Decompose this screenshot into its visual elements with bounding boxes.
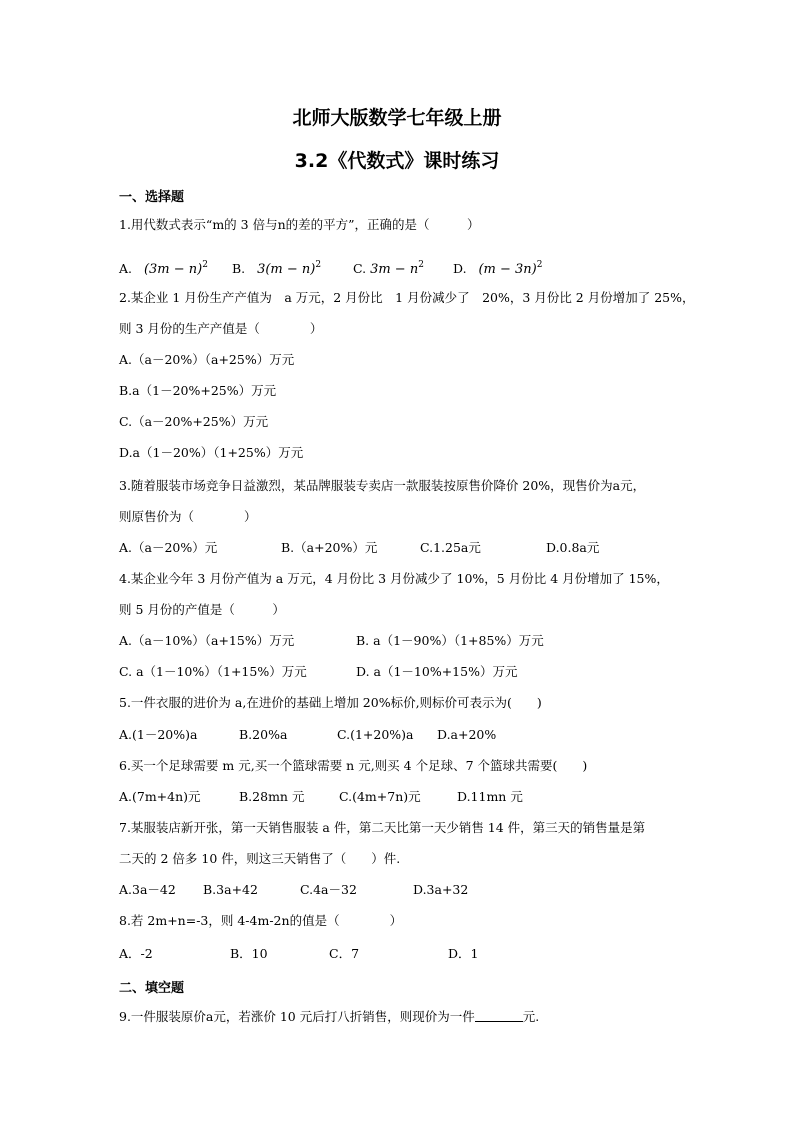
document-subtitle: 3.2《代数式》课时练习 — [294, 150, 500, 172]
question-2-option-b: B.a（1－20%+25%）万元 — [119, 383, 277, 398]
option-d-expression: (m − 3n) — [478, 262, 537, 277]
question-1-option-a: A. $(3m - n)^2$ — [119, 260, 208, 277]
question-2-line-2: 则 3 月份的生产产值是（ ） — [119, 321, 323, 336]
answer-blank[interactable] — [475, 1009, 523, 1022]
question-3-option-a: A.（a－20%）元 — [119, 540, 218, 555]
question-8-option-b: B．10 — [230, 946, 268, 961]
question-6-option-a: A.(7m+4n)元 — [119, 789, 201, 804]
question-3-option-b: B.（a+20%）元 — [281, 540, 378, 555]
question-1-text: 1.用代数式表示“m的 3 倍与n的差的平方”，正确的是（ ） — [119, 217, 480, 232]
question-1-option-c: C. $3m - n^2$ — [353, 260, 424, 277]
question-4-option-d: D. a（1－10%+15%）万元 — [356, 664, 518, 679]
option-c-expression: 3m − n — [370, 262, 419, 277]
option-b-expression: 3(m − n) — [257, 262, 316, 277]
question-2-line-1: 2.某企业 1 月份生产产值为 a 万元，2 月份比 1 月份减少了 20%，3 月份比 2 月份增加了 25%， — [119, 290, 695, 305]
question-4-line-1: 4.某企业今年 3 月份产值为 a 万元，4 月份比 3 月份减少了 10%，5 月份比 4 月份增加了 15%， — [119, 571, 669, 586]
document-title: 北师大版数学七年级上册 — [292, 107, 502, 129]
question-7-line-2: 二天的 2 倍多 10 件，则这三天销售了（ ）件. — [119, 851, 401, 866]
section-heading-fill: 二、填空题 — [119, 981, 185, 996]
question-8-line-1: 8.若 2m+n=-3，则 4-4m-2n的值是（ ） — [119, 913, 403, 928]
question-8-option-d: D．1 — [448, 946, 479, 961]
question-4-option-c: C. a（1－10%）（1+15%）万元 — [119, 664, 307, 679]
question-6-option-b: B.28mn 元 — [239, 789, 305, 804]
question-8-option-c: C．7 — [329, 946, 360, 961]
question-4-line-2: 则 5 月份的产值是（ ） — [119, 602, 285, 617]
question-2-option-d: D.a（1－20%）（1+25%）万元 — [119, 445, 304, 460]
question-4-option-a: A.（a－10%）（a+15%）万元 — [119, 633, 295, 648]
question-7-option-a: A.3a－42 — [119, 882, 176, 897]
question-1-option-d: D. $(m - 3n)^2$ — [453, 260, 543, 277]
question-3-option-c: C.1.25a元 — [420, 540, 481, 555]
question-5-option-c: C.(1+20%)a — [337, 727, 414, 742]
question-5-option-a: A.(1－20%)a — [119, 727, 198, 742]
question-6-option-d: D.11mn 元 — [457, 789, 523, 804]
question-9-prefix: 9.一件服装原价a元，若涨价 10 元后打八折销售，则现价为一件 — [119, 1009, 475, 1024]
option-a-expression: (3m − n) — [143, 262, 203, 277]
question-2-option-a: A.（a－20%）（a+25%）万元 — [119, 352, 295, 367]
question-4-option-b: B. a（1－90%）（1+85%）万元 — [356, 633, 544, 648]
question-2-option-c: C.（a－20%+25%）万元 — [119, 414, 269, 429]
question-3-line-2: 则原售价为（ ） — [119, 509, 257, 524]
question-7-option-b: B.3a+42 — [203, 882, 258, 897]
question-7-option-d: D.3a+32 — [413, 882, 469, 897]
question-6-line-1: 6.买一个足球需要 m 元,买一个篮球需要 n 元,则买 4 个足球、7 个篮球共需要( ) — [119, 758, 588, 773]
section-heading-choice: 一、选择题 — [119, 190, 185, 205]
question-5-option-d: D.a+20% — [437, 727, 497, 742]
question-3-line-1: 3.随着服装市场竞争日益激烈，某品牌服装专卖店一款服装按原售价降价 20%，现售价为a元， — [119, 478, 646, 493]
question-1-option-b: B. $3(m - n)^2$ — [232, 260, 322, 277]
question-9-line-1 — [119, 1008, 539, 1026]
question-9-suffix: 元. — [522, 1009, 540, 1024]
question-7-line-1: 7.某服装店新开张，第一天销售服装 a 件，第二天比第一天少销售 14 件，第三天的销售量是第 — [119, 820, 646, 835]
question-7-option-c: C.4a－32 — [300, 882, 357, 897]
question-5-line-1: 5.一件衣服的进价为 a,在进价的基础上增加 20%标价,则标价可表示为( ) — [119, 695, 542, 710]
question-5-option-b: B.20%a — [239, 727, 288, 742]
question-6-option-c: C.(4m+7n)元 — [339, 789, 421, 804]
question-8-option-a: A．-2 — [119, 946, 153, 961]
question-3-option-d: D.0.8a元 — [546, 540, 600, 555]
